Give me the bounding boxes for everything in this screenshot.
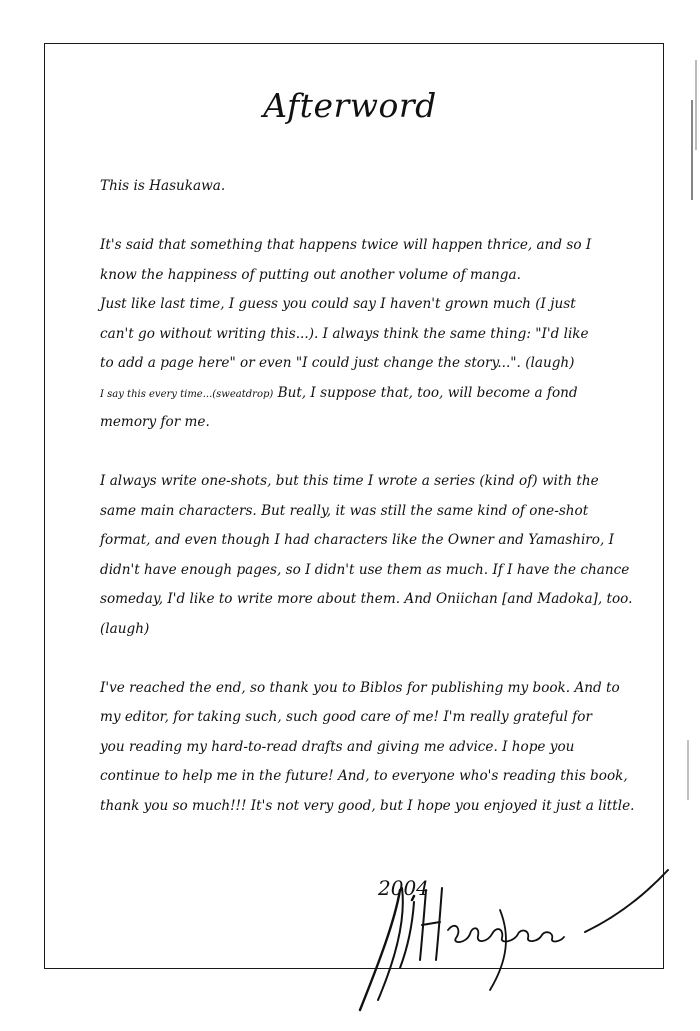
line-text: my editor, for taking such, such good care of me! I'm really grateful for bbox=[100, 709, 592, 725]
line-text: But, I suppose that, too, will become a fond bbox=[273, 384, 578, 401]
line-text: I always write one-shots, but this time I wrote a series (kind of) with the bbox=[100, 473, 599, 489]
text-line bbox=[100, 349, 645, 379]
text-line bbox=[100, 526, 645, 556]
afterword-body bbox=[100, 172, 645, 821]
signature-year: 2004 bbox=[378, 876, 429, 900]
text-line bbox=[100, 172, 645, 202]
line-text: didn't have enough pages, so I didn't use them as much. If I have the chance bbox=[100, 561, 630, 578]
line-text: someday, I'd like to write more about them. And Oniichan [and Madoka], too. bbox=[100, 591, 633, 607]
paragraph-gap bbox=[100, 644, 645, 674]
text-line bbox=[100, 733, 645, 763]
text-line bbox=[100, 290, 645, 320]
text-line bbox=[100, 467, 645, 497]
line-text: same main characters. But really, it was still the same kind of one-shot bbox=[100, 502, 589, 519]
text-line bbox=[100, 497, 645, 527]
line-text: This is Hasukawa. bbox=[100, 178, 226, 194]
line-text: format, and even though I had characters like the Owner and Yamashiro, I bbox=[100, 532, 614, 548]
line-text: continue to help me in the future! And, to everyone who's reading this book, bbox=[100, 768, 628, 784]
text-line bbox=[100, 703, 645, 733]
text-line bbox=[100, 585, 645, 615]
text-line bbox=[100, 556, 645, 586]
line-text: you reading my hard-to-read drafts and giving me advice. I hope you bbox=[100, 738, 575, 755]
paragraph-gap bbox=[100, 438, 645, 468]
line-text: It's said that something that happens twice will happen thrice, and so I bbox=[100, 237, 592, 253]
text-line bbox=[100, 615, 645, 645]
scan-edge-marks bbox=[670, 40, 700, 990]
text-line bbox=[100, 674, 645, 704]
page-title: Afterword bbox=[263, 86, 437, 125]
text-line bbox=[100, 231, 645, 261]
text-line bbox=[100, 408, 645, 438]
paragraph-gap bbox=[100, 202, 645, 232]
text-line bbox=[100, 320, 645, 350]
signature-block bbox=[340, 860, 680, 1027]
text-line bbox=[100, 792, 645, 822]
line-text: know the happiness of putting out another volume of manga. bbox=[100, 266, 521, 283]
text-line bbox=[100, 379, 645, 409]
line-text: Just like last time, I guess you could say I haven't grown much (I just bbox=[100, 296, 576, 312]
text-line bbox=[100, 762, 645, 792]
line-text: (laugh) bbox=[100, 620, 150, 637]
line-text: to add a page here" or even "I could just change the story...". (laugh) bbox=[100, 355, 575, 371]
aside-note: I say this every time...(sweatdrop) bbox=[100, 388, 274, 400]
line-text: I've reached the end, so thank you to Biblos for publishing my book. And to bbox=[100, 679, 620, 696]
line-text: thank you so much!!! It's not very good, but I hope you enjoyed it just a little. bbox=[100, 797, 635, 814]
line-text: memory for me. bbox=[100, 414, 210, 430]
text-line bbox=[100, 261, 645, 291]
line-text: can't go without writing this...). I always think the same thing: "I'd like bbox=[100, 325, 589, 342]
